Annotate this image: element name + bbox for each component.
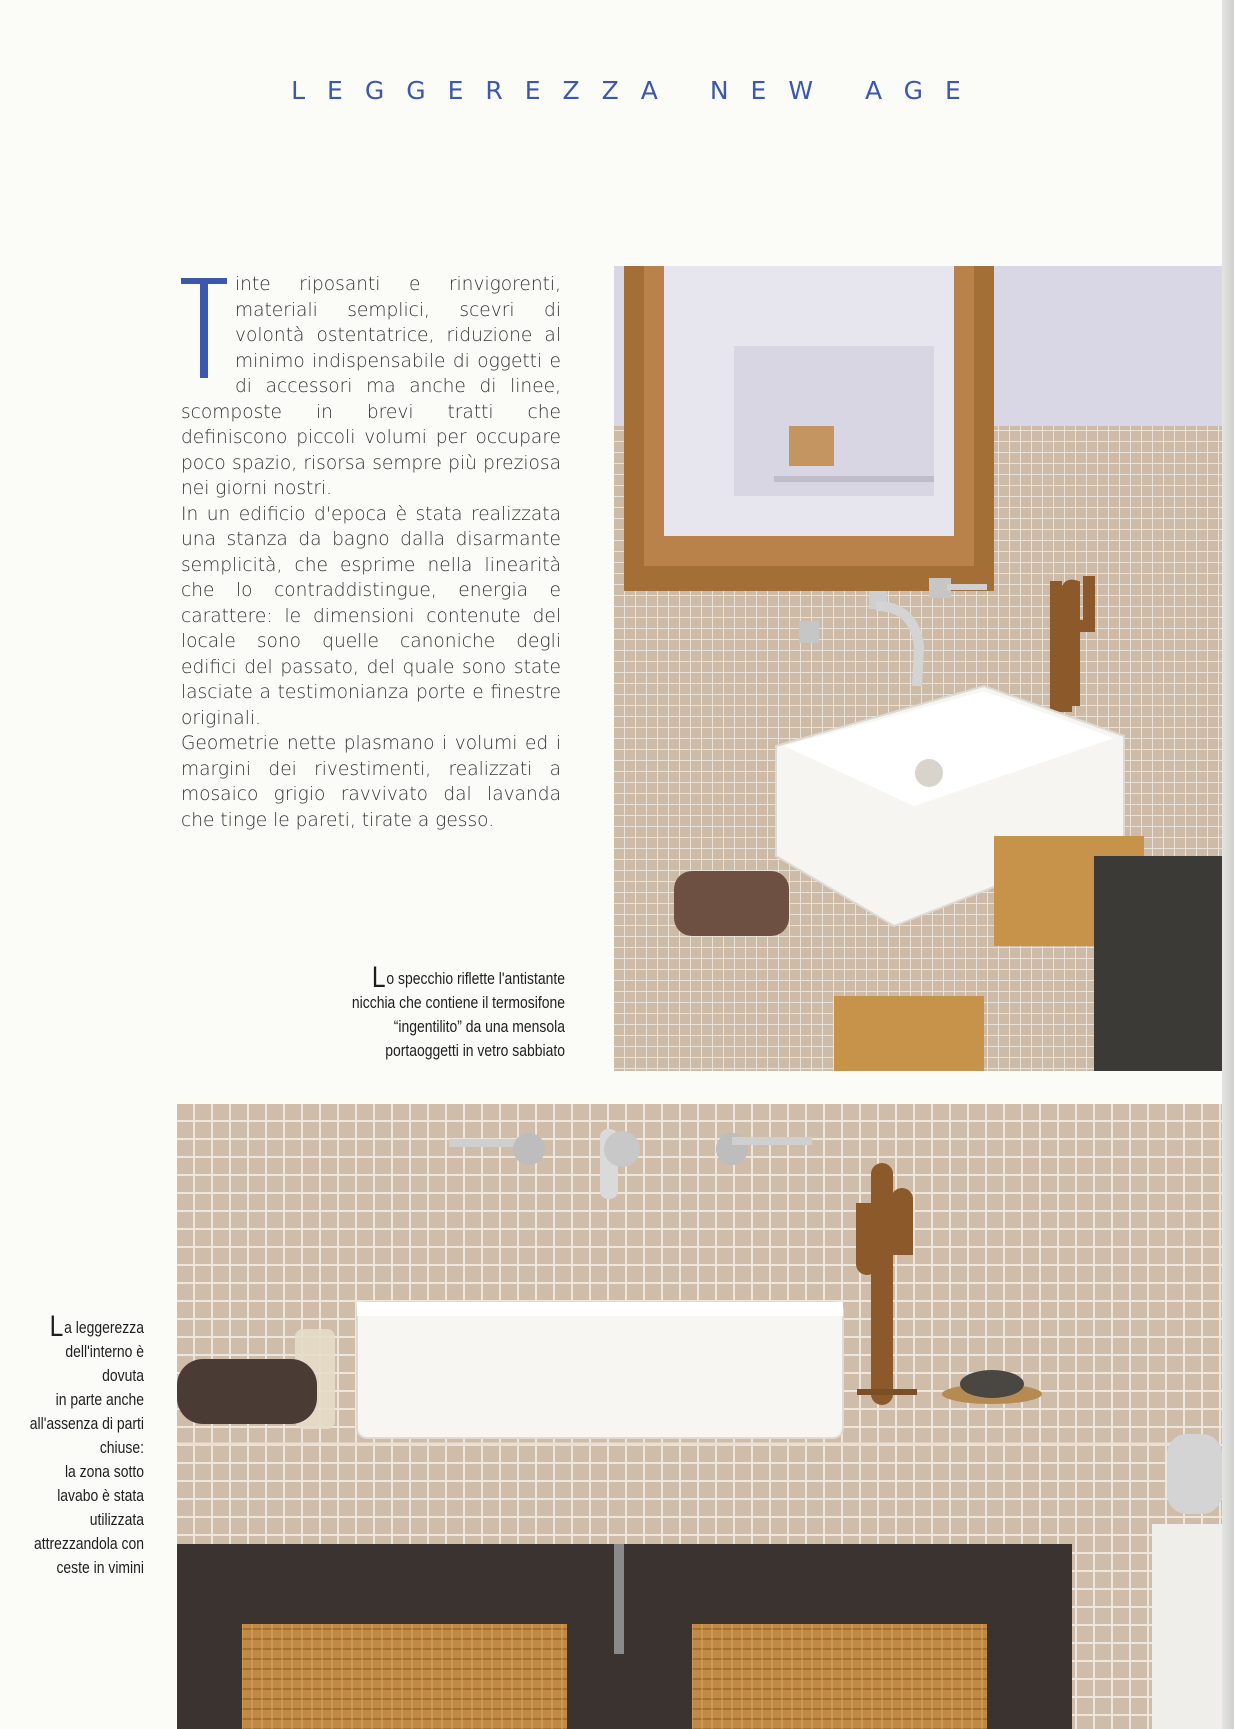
dropcap-stem <box>200 278 208 378</box>
caption-sink-line-8: lavabo è stata <box>57 1486 145 1505</box>
caption-mirror-line-3: “ingentilito” da una mensola <box>393 1017 565 1036</box>
caption-sink-line-5: all'assenza di parti <box>29 1414 144 1433</box>
caption-sink-line-7: la zona sotto <box>64 1462 144 1481</box>
article-body <box>181 272 561 833</box>
caption-sink <box>5 1310 145 1580</box>
article-paragraph-1: inte riposanti e rinvigorenti, materiali semplici, scevri di volontà ostentatrice, riduzione al minimo indispensabile di oggetti e di accessori ma anche di linee, scomposte in brevi tratti che definiscono piccoli volumi per occupare poco spazio, risorsa sempre più preziosa nei giorni nostri. <box>181 274 561 499</box>
caption-sink-line-11: ceste in vimini <box>56 1558 144 1577</box>
page-edge <box>1222 0 1234 1729</box>
photo-mirror-sink <box>614 266 1222 1071</box>
article-paragraph-3: Geometrie nette plasmano i volumi ed i margini dei rivestimenti, realizzati a mosaico grigio ravvivato dal lavanda che tinge le pareti, tirate a gesso. <box>181 733 561 831</box>
caption-mirror-text-1: o specchio riflette l'antistante <box>386 969 565 988</box>
caption-mirror-initial: L <box>371 961 386 994</box>
caption-sink-text-1: a leggerezza <box>64 1318 144 1337</box>
caption-sink-line-3: dovuta <box>102 1366 144 1385</box>
caption-mirror <box>351 961 565 1063</box>
caption-sink-line-1 <box>5 1310 144 1343</box>
caption-sink-line-2: dell'interno è <box>65 1342 144 1361</box>
caption-sink-line-6: chiuse: <box>99 1438 144 1457</box>
caption-sink-line-10: attrezzandola con <box>33 1534 144 1553</box>
photo-sink-front <box>177 1104 1222 1729</box>
caption-mirror-line-1 <box>352 961 565 994</box>
caption-sink-line-4: in parte anche <box>55 1390 144 1409</box>
photo-mirror-sink-illustration <box>614 266 1222 1071</box>
header-title: LEGGEREZZA NEW AGE <box>291 76 983 105</box>
photo-sink-front-illustration <box>177 1104 1222 1729</box>
article-paragraph-2: In un edificio d'epoca è stata realizzata una stanza da bagno dalla disarmante semplicità, che esprime nella linearità che lo contraddistingue, energia e carattere: le dimensioni contenute del locale sono quelle canoniche degli edifici del passato, del quale sono state lasciate a testimonianza porte e finestre originali. <box>181 503 561 729</box>
caption-mirror-line-2: nicchia che contiene il termosifone <box>351 993 565 1012</box>
dropcap <box>181 278 227 378</box>
caption-sink-initial: L <box>49 1310 64 1343</box>
caption-sink-line-9: utilizzata <box>89 1510 144 1529</box>
caption-mirror-line-4: portaoggetti in vetro sabbiato <box>385 1041 565 1060</box>
page-header <box>0 76 1234 105</box>
